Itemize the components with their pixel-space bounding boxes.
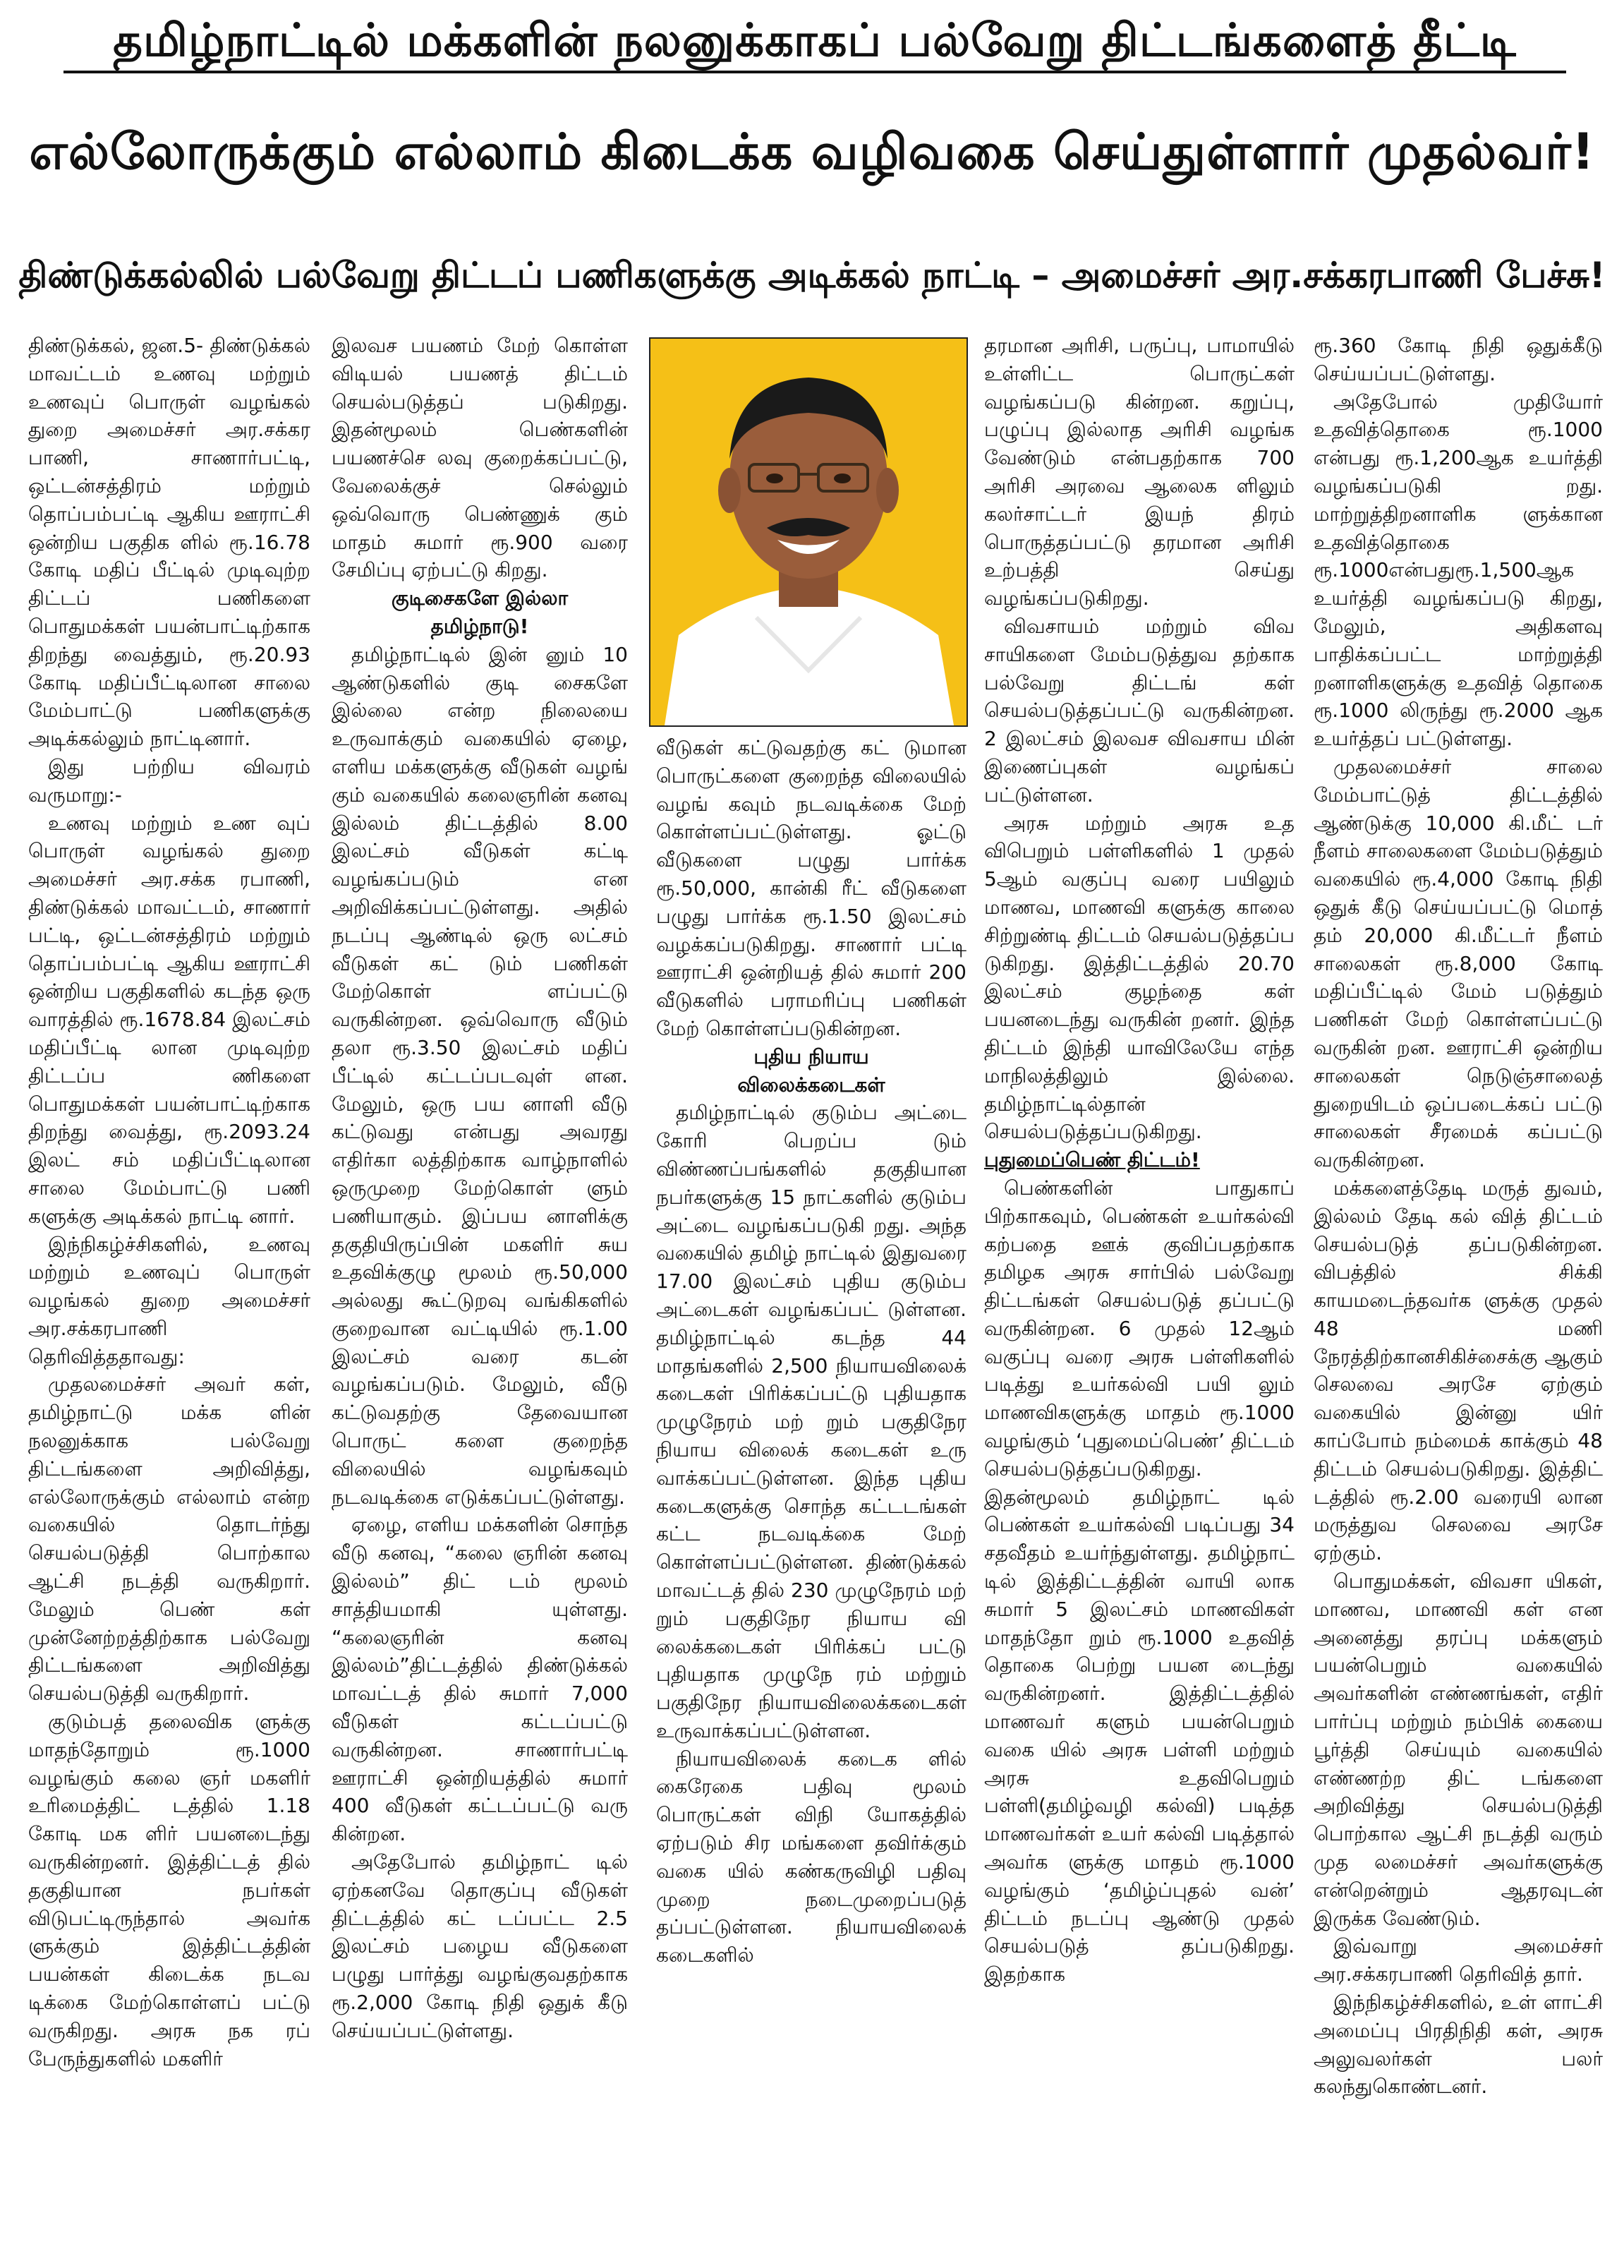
paragraph: இந்நிகழ்ச்சிகளில், உணவு மற்றும் உணவுப் பொருள் வழங்கல் துறை அமைச்சர் அர.சக்கரபாணி தெரிவித்ததாவது: (28, 1232, 310, 1368)
paragraph: மக்களைத்தேடி மருத் துவம், இல்லம் தேடி கல் வித் திட்டம் செயல்படுத் தப்படுகின்றன. விபத்தில் சிக்கி காயமடைந்தவர்க ளுக்கு முதல் 48 மணி நேரத்திற்கானசிகிச்சைக்கு ஆகும் செலவை அரசே ஏற்கும் வகையில் இன்னு யிர் காப்போம் நம்மைக் காக்கும் 48 திட்டம் செயல்படுகிறது. இத்திட் டத்தில் ரூ.2.00 வரையி லான மருத்துவ செலவை அரசே ஏற்கும். (1314, 1176, 1603, 1565)
article-column-1 (28, 332, 310, 2258)
paragraph: வீடுகள் கட்டுவதற்கு கட் டுமான பொருட்களை குறைந்த விலையில் வழங் கவும் நடவடிக்கை மேற் கொள்ளப்பட்டுள்ளது. ஓட்டு வீடுகளை பழுது பார்க்க ரூ.50,000, கான்கி ரீட் வீடுகளை பழுது பார்க்க ரூ.1.50 இலட்சம் வழக்கப்படுகிறது. சாணார் பட்டி ஊராட்சி ஒன்றியத் தில் சுமார் 200 வீடுகளில் பராமரிப்பு பணிகள் மேற் கொள்ளப்படுகின்றன. (656, 736, 966, 1040)
paragraph: ஏழை, எளிய மக்களின் சொந்த வீடு கனவு, “கலை ஞரின் கனவு இல்லம்” திட் டம் மூலம் சாத்தியமாகி யுள்ளது. “கலைஞரின் கனவு இல்லம்”திட்டத்தில் திண்டுக்கல் மாவட்டத் தில் சுமார் 7,000 வீடுகள் கட்டப்பட்டு வருகின்றன. சாணார்பட்டி ஊராட்சி ஒன்றியத்தில் சுமார் 400 வீடுகள் கட்டப்பட்டு வரு கின்றன. (332, 1513, 628, 1846)
paragraph: அதேபோல் முதியோர் உதவித்தொகை ரூ.1000 என்பது ரூ.1,200ஆக உயர்த்தி வழங்கப்படுகி றது. மாற்றுத்திறனாளிக ளுக்கான உதவித்தொகை ரூ.1000என்பதுரூ.1,500ஆக உயர்த்தி வழங்கப்படு கிறது, மேலும், அதிகளவு பாதிக்கப்பட்ட மாற்றுத்தி றனாளிகளுக்கு உதவித் தொகை ரூ.1000 லிருந்து ரூ.2000 ஆக உயர்த்தப் பட்டுள்ளது. (1314, 390, 1603, 751)
paragraph: ரூ.360 கோடி நிதி ஒதுக்கீடு செய்யப்பட்டுள்ளது. (1314, 334, 1603, 385)
paragraph: முதலமைச்சர் சாலை மேம்பாட்டுத் திட்டத்தில் ஆண்டுக்கு 10,000 கி.மீட் டர் நீளம் சாலைகளை மேம்படுத்தும் வகையில் ரூ.4,000 கோடி நிதி ஒதுக் கீடு செய்யப்பட்டு மொத் தம் 20,000 கி.மீட்டர் நீளம் சாலைகள் ரூ.8,000 கோடி மதிப்பீட்டில் மேம் படுத்தும் பணிகள் மேற் கொள்ளப்பட்டு வருகின் றன. ஊராட்சி ஒன்றிய சாலைகள் நெடுஞ்சாலைத் துறையிடம் ஒப்படைக்கப் பட்டு சாலைகள் சீரமைக் கப்பட்டு வருகின்றன. (1314, 754, 1603, 1172)
paragraph: உணவு மற்றும் உண வுப் பொருள் வழங்கல் துறை அமைச்சர் அர.சக்க ரபாணி, திண்டுக்கல் மாவட்டம், சாணார் பட்டி, ஒட்டன்சத்திரம் மற்றும் தொப்பம்பட்டி ஆகிய ஊராட்சி ஒன்றிய பகுதிகளில் கடந்த ஒரு வாரத்தில் ரூ.1678.84 இலட்சம் மதிப்பீட்டி லான முடிவுற்ற திட்டப்ப ணிகளை பொதுமக்கள் பயன்பாட்டிற்காக திறந்து வைத்து, ரூ.2093.24 இலட் சம் மதிப்பீட்டிலான சாலை மேம்பாட்டு பணி களுக்கு அடிக்கல் நாட்டி னார். (28, 811, 310, 1228)
article-column-3 (656, 734, 966, 2258)
section-subheading: புதிய நியாய (753, 1044, 869, 1068)
section-subheading: புதுமைப்பெண் திட்டம்! (984, 1148, 1200, 1172)
kicker-underline (63, 71, 1566, 73)
article-column-4 (984, 332, 1295, 2258)
minister-photo (649, 337, 968, 727)
paragraph: விவசாயம் மற்றும் விவ சாயிகளை மேம்படுத்துவ தற்காக பல்வேறு திட்டங் கள் செயல்படுத்தப்பட்டு வருகின்றன. 2 இலட்சம் இலவச விவசாய மின் இணைப்புகள் வழங்கப் பட்டுள்ளன. (984, 614, 1295, 807)
paragraph: இலவச பயணம் மேற் கொள்ள விடியல் பயணத் திட்டம் செயல்படுத்தப் படுகிறது. இதன்மூலம் பெண்களின் பயணச்செ லவு குறைக்கப்பட்டு, வேலைக்குச் செல்லும் ஒவ்வொரு பெண்ணுக் கும் மாதம் சுமார் ரூ.900 வரை சேமிப்பு ஏற்பட்டு கிறது. (332, 334, 628, 582)
paragraph: தமிழ்நாட்டில் இன் னும் 10 ஆண்டுகளில் குடி சைகளே இல்லை என்ற நிலையை உருவாக்கும் வகையில் ஏழை, எளிய மக்களுக்கு வீடுகள் வழங் கும் வகையில் கலைஞரின் கனவு இல்லம் திட்டத்தில் 8.00 இலட்சம் வீடுகள் கட்டி வழங்கப்படும் என அறிவிக்கப்பட்டுள்ளது. அதில் நடப்பு ஆண்டில் ஒரு லட்சம் வீடுகள் கட் டும் பணிகள் மேற்கொள் ளப்பட்டு வருகின்றன. ஒவ்வொரு வீடும் தலா ரூ.3.50 இலட்சம் மதிப் பீட்டில் கட்டப்படவுள் ளன. மேலும், ஒரு பய னாளி வீடு கட்டுவது என்பது அவரது எதிர்கா லத்திற்காக வாழ்நாளில் ஒருமுறை மேற்கொள் ளும் பணியாகும். இப்பய னாளிக்கு தகுதியிருப்பின் மகளிர் சுய உதவிக்குழு மூலம் ரூ.50,000 அல்லது கூட்டுறவு வங்கிகளில் குறைவான வட்டியில் ரூ.1.00 இலட்சம் வரை கடன் வழங்கப்படும். மேலும், வீடு கட்டுவதற்கு தேவையான பொருட் களை குறைந்த விலையில் வழங்கவும் நடவடிக்கை எடுக்கப்பட்டுள்ளது. (332, 642, 628, 1509)
paragraph: முதலமைச்சர் அவர் கள், தமிழ்நாட்டு மக்க ளின் நலனுக்காக பல்வேறு திட்டங்களை அறிவித்து, எல்லோருக்கும் எல்லாம் என்ற வகையில் தொடர்ந்து செயல்படுத்தி பொற்கால ஆட்சி நடத்தி வருகிறார். மேலும் பெண் கள் முன்னேற்றத்திற்காக பல்வேறு திட்டங்களை அறிவித்து செயல்படுத்தி வருகிறார். (28, 1373, 310, 1706)
article-column-5 (1314, 332, 1603, 2258)
paragraph: அதேபோல் தமிழ்நாட் டில் ஏற்கனவே தொகுப்பு வீடுகள் திட்டத்தில் கட் டப்பட்ட 2.5 இலட்சம் பழைய வீடுகளை பழுது பார்த்து வழங்குவதற்காக ரூ.2,000 கோடி நிதி ஒதுக் கீடு செய்யப்பட்டுள்ளது. (332, 1850, 628, 2042)
kicker-headline: தமிழ்நாட்டில் மக்களின் நலனுக்காகப் பல்வேறு திட்டங்களைத் தீட்டி (113, 15, 1517, 67)
section-subheading: தமிழ்நாடு! (430, 614, 529, 638)
paragraph: திண்டுக்கல், ஜன.5- திண்டுக்கல் மாவட்டம் உணவு மற்றும் உணவுப் பொருள் வழங்கல் துறை அமைச்சர் அர.சக்கர பாணி, சாணார்பட்டி, ஒட்டன்சத்திரம் மற்றும் தொப்பம்பட்டி ஆகிய ஊராட்சி ஒன்றிய பகுதிக ளில் ரூ.16.78 கோடி மதிப் பீட்டில் முடிவுற்ற திட்டப் பணிகளை பொதுமக்கள் பயன்பாட்டிற்காக திறந்து வைத்தும், ரூ.20.93 கோடி மதிப்பீட்டிலான சாலை மேம்பாட்டு பணிகளுக்கு அடிக்கல்லும் நாட்டினார். (28, 334, 310, 751)
section-subheading: குடிசைகளே இல்லா (391, 586, 569, 610)
paragraph: அரசு மற்றும் அரசு உத விபெறும் பள்ளிகளில் 1 முதல் 5ஆம் வகுப்பு வரை பயிலும் மாணவ, மாணவி களுக்கு காலை சிற்றுண்டி திட்டம் செயல்படுத்தப்ப டுகிறது. இத்திட்டத்தில் 20.70 இலட்சம் குழந்தை கள் பயனடைந்து வருகின் றனர். இந்த திட்டம் இந்தி யாவிலேயே எந்த மாநிலத்திலும் இல்லை. தமிழ்நாட்டில்தான் செயல்படுத்தப்படுகிறது. (984, 811, 1295, 1144)
paragraph: பெண்களின் பாதுகாப் பிற்காகவும், பெண்கள் உயர்கல்வி கற்பதை ஊக் குவிப்பதற்காக தமிழக அரசு சார்பில் பல்வேறு திட்டங்கள் செயல்படுத் தப்பட்டு வருகின்றன. 6 முதல் 12ஆம் வகுப்பு வரை அரசு பள்ளிகளில் படித்து உயர்கல்வி பயி லும் மாணவிகளுக்கு மாதம் ரூ.1000 வழங்கும் ‘புதுமைப்பெண்’ திட்டம் செயல்படுத்தப்படுகிறது. இதன்மூலம் தமிழ்நாட் டில் பெண்கள் உயர்கல்வி படிப்பது 34 சதவீதம் உயர்ந்துள்ளது. தமிழ்நாட் டில் இத்திட்டத்தின் வாயி லாக சுமார் 5 இலட்சம் மாணவிகள் மாதந்தோ றும் ரூ.1000 உதவித் தொகை பெற்று பயன டைந்து வருகின்றனர். இத்திட்டத்தில் மாணவர் களும் பயன்பெறும் வகை யில் அரசு பள்ளி மற்றும் அரசு உதவிபெறும் பள்ளி(தமிழ்வழி கல்வி) படித்த மாணவர்கள் உயர் கல்வி படித்தால் அவர்க ளுக்கு மாதம் ரூ.1000 வழங்கும் ‘தமிழ்ப்புதல் வன்’ திட்டம் நடப்பு ஆண்டு முதல் செயல்படுத் தப்படுகிறது. இதற்காக (984, 1176, 1295, 1986)
article-column-2 (332, 332, 628, 2258)
paragraph: குடும்பத் தலைவிக ளுக்கு மாதந்தோறும் ரூ.1000 வழங்கும் கலை ஞர் மகளிர் உரிமைத்திட் டத்தில் 1.18 கோடி மக ளிர் பயனடைந்து வருகின்றனர். இத்திட்டத் தில் தகுதியான நபர்கள் விடுபட்டிருந்தால் அவர்க ளுக்கும் இத்திட்டத்தின் பயன்கள் கிடைக்க நடவ டிக்கை மேற்கொள்ளப் பட்டு வருகிறது. அரசு நக ரப் பேருந்துகளில் மகளிர் (28, 1710, 310, 2070)
paragraph: நியாயவிலைக் கடைக ளில் கைரேகை பதிவு மூலம் பொருட்கள் விநி யோகத்தில் ஏற்படும் சிர மங்களை தவிர்க்கும் வகை யில் கண்கருவிழி பதிவு முறை நடைமுறைப்படுத் தப்பட்டுள்ளன. நியாயவிலைக் கடைகளில் (656, 1747, 966, 1967)
sub-headline: திண்டுக்கல்லில் பல்வேறு திட்டப் பணிகளுக்கு அடிக்கல் நாட்டி – அமைச்சர் அர.சக்கரபாணி பேச்சு! (18, 255, 1606, 296)
paragraph: தரமான அரிசி, பருப்பு, பாமாயில் உள்ளிட்ட பொருட்கள் வழங்கப்படு கின்றன. கறுப்பு, பழுப்பு இல்லாத அரிசி வழங்க வேண்டும் என்பதற்காக 700 அரிசி அரவை ஆலைக ளிலும் கலர்சாட்டர் இயந் திரம் பொருத்தப்பட்டு தரமான அரிசி உற்பத்தி செய்து வழங்கப்படுகிறது. (984, 334, 1295, 610)
paragraph: இவ்வாறு அமைச்சர் அர.சக்கரபாணி தெரிவித் தார். (1314, 1934, 1603, 1986)
paragraph: பொதுமக்கள், விவசா யிகள், மாணவ, மாணவி கள் என அனைத்து தரப்பு மக்களும் பயன்பெறும் வகையில் அவர்களின் எண்ணங்கள், எதிர் பார்ப்பு மற்றும் நம்பிக் கையை பூர்த்தி செய்யும் வகையில் எண்ணற்ற திட் டங்களை அறிவித்து செயல்படுத்தி பொற்கால ஆட்சி நடத்தி வரும் முத லமைச்சர் அவர்களுக்கு என்றென்றும் ஆதரவுடன் இருக்க வேண்டும். (1314, 1569, 1603, 1930)
paragraph: இது பற்றிய விவரம் வருமாறு:- (28, 754, 310, 807)
paragraph: தமிழ்நாட்டில் குடும்ப அட்டை கோரி பெறப்ப டும் விண்ணப்பங்களில் தகுதியான நபர்களுக்கு 15 நாட்களில் குடும்ப அட்டை வழங்கப்படுகி றது. அந்த வகையில் தமிழ் நாட்டில் இதுவரை 17.00 இலட்சம் புதிய குடும்ப அட்டைகள் வழங்கப்பட் டுள்ளன. தமிழ்நாட்டில் கடந்த 44 மாதங்களில் 2,500 நியாயவிலைக் கடைகள் பிரிக்கப்பட்டு புதியதாக முழுநேரம் மற் றும் பகுதிநேர நியாய விலைக் கடைகள் உரு வாக்கப்பட்டுள்ளன. இந்த புதிய கடைகளுக்கு சொந்த கட்டடங்கள் கட்ட நடவடிக்கை மேற் கொள்ளப்பட்டுள்ளன. திண்டுக்கல் மாவட்டத் தில் 230 முழுநேரம் மற் றும் பகுதிநேர நியாய வி லைக்கடைகள் பிரிக்கப் பட்டு புதியதாக முழுநே ரம் மற்றும் பகுதிநேர நியாயவிலைக்கடைகள் உருவாக்கப்பட்டுள்ளன. (656, 1101, 966, 1742)
paragraph: இந்நிகழ்ச்சிகளில், உள் ளாட்சி அமைப்பு பிரதிநிதி கள், அரசு அலுவலர்கள் பலர் கலந்துகொண்டனர். (1314, 1991, 1603, 2099)
section-subheading: விலைக்கடைகள் (737, 1073, 885, 1097)
main-headline: எல்லோருக்கும் எல்லாம் கிடைக்க வழிவகை செய்துள்ளார் முதல்வர்! (29, 123, 1595, 181)
